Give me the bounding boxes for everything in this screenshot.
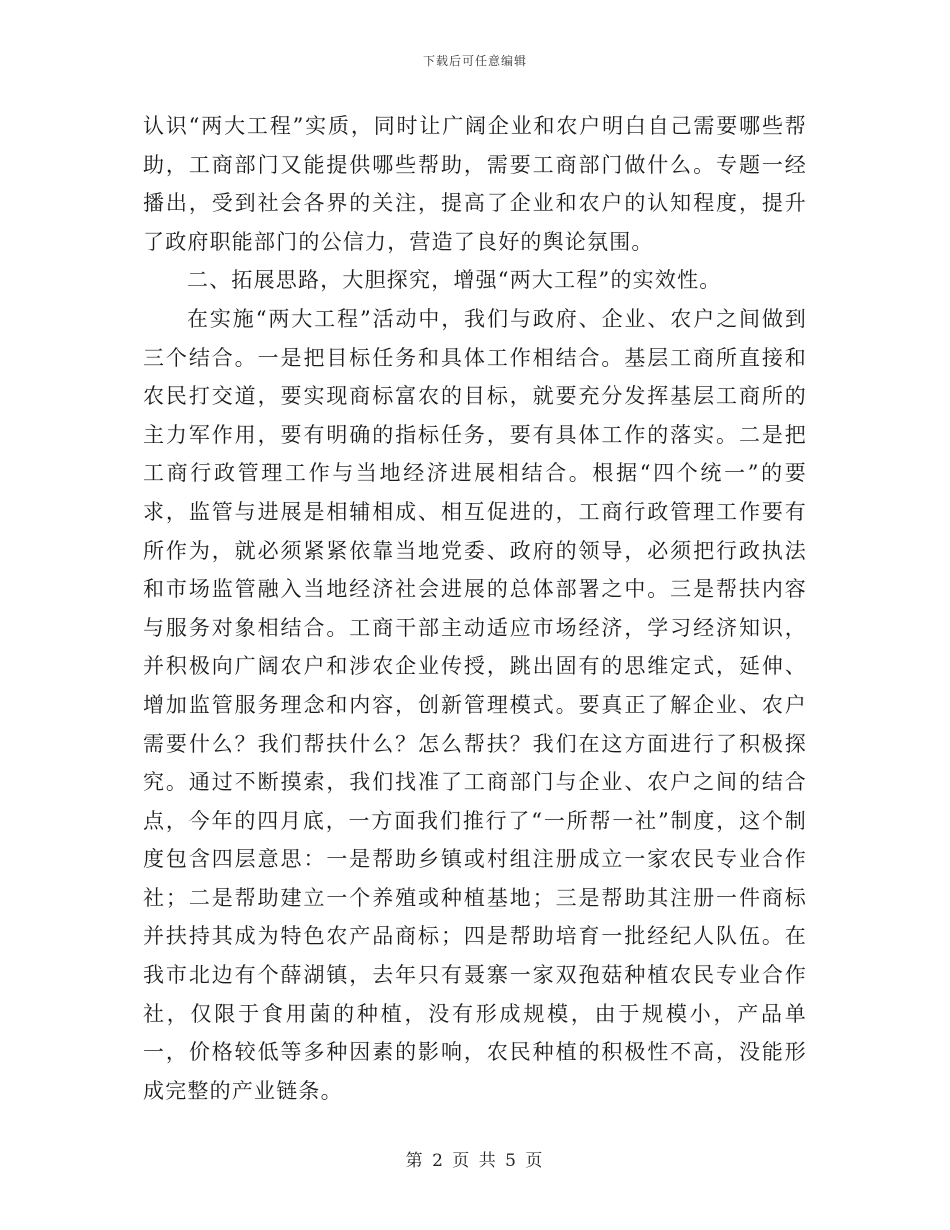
document-body xyxy=(143,107,807,1110)
page-header-note: 下载后可任意编辑 xyxy=(422,54,527,68)
paragraph-2-section-heading: 二、拓展思路，大胆探究，增强“两大工程”的实效性。 xyxy=(187,268,722,293)
paragraph-3: 在实施“两大工程”活动中，我们与政府、企业、农户之间做到三个结合。一是把目标任务和具体工作相结合。基层工商所直接和农民打交道，要实现商标富农的目标，就要充分发挥基层工商所的主力军作用，要有明确的指标任务，要有具体工作的落实。二是把工商行政管理工作与当地经济进展相结合。根据“四个统一”的要求，监管与进展是相辅相成、相互促进的，工商行政管理工作要有所作为，就必须紧紧依靠当地党委、政府的领导，必须把行政执法和市场监管融入当地经济社会进展的总体部署之中。三是帮扶内容与服务对象相结合。工商干部主动适应市场经济，学习经济知识，并积极向广阔农户和涉农企业传授，跳出固有的思维定式，延伸、增加监管服务理念和内容，创新管理模式。要真正了解企业、农户需要什么？我们帮扶什么？怎么帮扶？我们在这方面进行了积极探究。通过不断摸索，我们找准了工商部门与企业、农户之间的结合点，今年的四月底，一方面我们推行了“一所帮一社”制度，这个制度包含四层意思：一是帮助乡镇或村组注册成立一家农民专业合作社；二是帮助建立一个养殖或种植基地；三是帮助其注册一件商标并扶持其成为特色农产品商标；四是帮助培育一批经纪人队伍。在我市北边有个薛湖镇，去年只有聂寨一家双孢菇种植农民专业合作社，仅限于食用菌的种植，没有形成规模，由于规模小，产品单一，价格较低等多种因素的影响，农民种植的积极性不高，没能形成完整的产业链条。 xyxy=(143,306,807,1103)
paragraph-1: 认识“两大工程”实质，同时让广阔企业和农户明白自己需要哪些帮助，工商部门又能提供哪些帮助，需要工商部门做什么。专题一经播出，受到社会各界的关注，提高了企业和农户的认知程度，提升了政府职能部门的公信力，营造了良好的舆论氛围。 xyxy=(143,114,807,254)
page-number: 第 2 页 共 5 页 xyxy=(405,1151,545,1171)
